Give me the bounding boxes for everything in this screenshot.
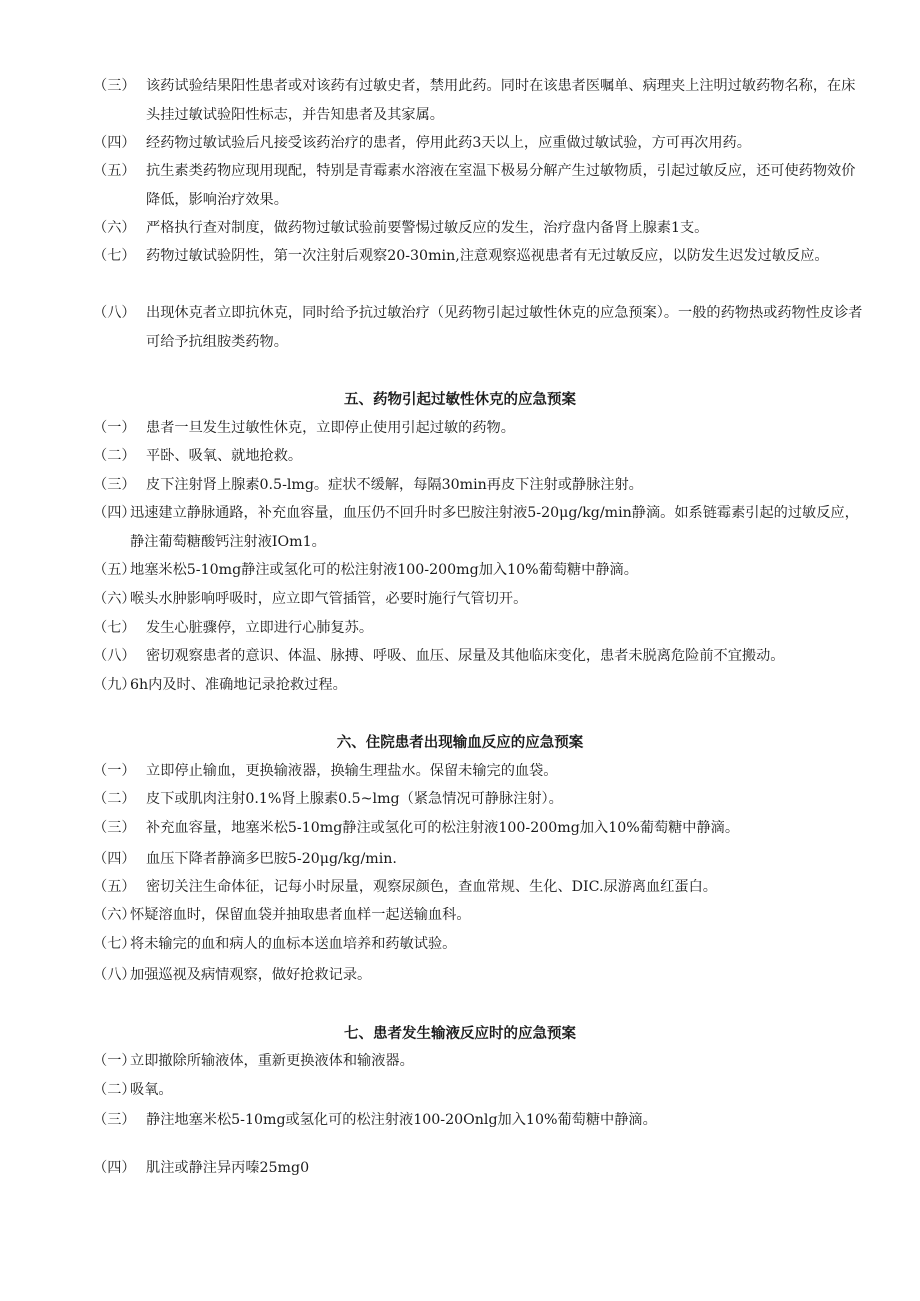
item-text: 迅速建立静脉通路，补充血容量，血压仍不回升时多巴胺注射液5-20μg/kg/min静滴。如系链霉素引起的过敏反应，静注葡萄糖酸钙注射液IOm1。 — [130, 505, 859, 550]
item-text: 加强巡视及病情观察，做好抢救记录。 — [130, 967, 372, 983]
item-number: （五） — [93, 163, 136, 179]
list-item — [93, 901, 868, 930]
list-item — [93, 1047, 868, 1076]
item-number: （四） — [93, 135, 136, 151]
list-item — [93, 1106, 868, 1135]
item-number: （七） — [93, 620, 136, 636]
list-item — [93, 785, 868, 814]
item-text: 吸氧。 — [130, 1082, 173, 1098]
item-text: 皮下或肌肉注射0.1%肾上腺素0.5~lmg（紧急情况可静脉注射）。 — [146, 791, 563, 807]
item-number: （六） — [93, 591, 136, 607]
section-title: 六、住院患者出现输血反应的应急预案 — [336, 735, 584, 751]
item-number: （四） — [93, 851, 136, 867]
list-item — [93, 72, 868, 129]
item-number: （九） — [93, 677, 136, 693]
item-number: （二） — [93, 791, 136, 807]
item-text: 密切关注生命体征，记每小时尿量，观察尿颜色，查血常规、生化、DIC.尿游离血红蛋白。 — [146, 879, 717, 895]
item-number: （八） — [93, 967, 136, 983]
list-item — [93, 757, 868, 786]
item-number: （三） — [93, 78, 136, 94]
item-text: 发生心脏骤停，立即进行心肺复苏。 — [146, 620, 374, 636]
item-text: 静注地塞米松5-10mg或氢化可的松注射液100-20Onlg加入10%葡萄糖中静滴。 — [146, 1112, 657, 1128]
item-number: （三） — [93, 1112, 136, 1128]
list-item — [93, 873, 868, 902]
item-number: （八） — [93, 648, 136, 664]
item-number: （五） — [93, 879, 136, 895]
item-text: 皮下注射肾上腺素0.5-lmg。症状不缓解，每隔30min再皮下注射或静脉注射。 — [146, 477, 643, 493]
list-item — [93, 442, 868, 471]
list-item — [93, 614, 868, 643]
item-text: 平卧、吸氧、就地抢救。 — [146, 448, 303, 464]
list-item — [93, 242, 868, 271]
list-item — [93, 214, 868, 243]
item-number: （一） — [93, 1053, 136, 1069]
list-item — [93, 499, 868, 556]
list-item — [93, 129, 868, 158]
list-item — [93, 471, 868, 500]
item-text: 经药物过敏试验后凡接受该药治疗的患者，停用此药3天以上，应重做过敏试验，方可再次用药。 — [146, 135, 751, 151]
item-number: （一） — [93, 763, 136, 779]
list-item — [93, 930, 868, 959]
item-text: 严格执行查对制度，做药物过敏试验前要警惕过敏反应的发生，治疗盘内备肾上腺素1支。 — [146, 220, 709, 236]
item-number: （二） — [93, 1082, 136, 1098]
item-number: （五） — [93, 562, 136, 578]
item-number: （三） — [93, 820, 136, 836]
item-number: （四） — [93, 505, 136, 521]
item-number: （六） — [93, 907, 136, 923]
list-item — [93, 585, 868, 614]
item-text: 将未输完的血和病人的血标本送血培养和药敏试验。 — [130, 936, 457, 952]
item-text: 立即停止输血，更换输液器，换输生理盐水。保留未输完的血袋。 — [146, 763, 558, 779]
list-item — [93, 845, 868, 874]
item-text: 怀疑溶血时，保留血袋并抽取患者血样一起送输血科。 — [130, 907, 471, 923]
list-item — [93, 414, 868, 443]
item-text: 该药试验结果阳性患者或对该药有过敏史者，禁用此药。同时在该患者医嘱单、病理夹上注明过敏药物名称，在床头挂过敏试验阳性标志，并告知患者及其家属。 — [146, 78, 856, 123]
item-text: 抗生素类药物应现用现配，特别是青霉素水溶液在室温下极易分解产生过敏物质，引起过敏反应，还可使药物效价降低，影响治疗效果。 — [146, 163, 856, 208]
list-item — [93, 642, 868, 671]
list-item — [93, 1076, 868, 1105]
item-number: （六） — [93, 220, 136, 236]
item-text: 补充血容量，地塞米松5-10mg静注或氢化可的松注射液100-200mg加入10%葡萄糖中静滴。 — [146, 820, 740, 836]
item-text: 肌注或静注异丙嗪25mg0 — [146, 1160, 310, 1176]
list-item — [93, 556, 868, 585]
list-item — [93, 1154, 868, 1183]
item-text: 出现休克者立即抗休克，同时给予抗过敏治疗（见药物引起过敏性休克的应急预案）。一般的药物热或药物性皮诊者可给予抗组胺类药物。 — [146, 305, 863, 350]
section-title: 七、患者发生输液反应时的应急预案 — [344, 1026, 576, 1042]
item-number: （七） — [93, 248, 136, 264]
item-number: （八） — [93, 305, 136, 321]
list-item — [93, 814, 868, 843]
list-item — [93, 671, 868, 700]
list-item — [93, 961, 868, 990]
item-number: （四） — [93, 1160, 136, 1176]
item-text: 地塞米松5-10mg静注或氢化可的松注射液100-200mg加入10%葡萄糖中静滴。 — [130, 562, 638, 578]
item-text: 立即撤除所输液体，重新更换液体和输液器。 — [130, 1053, 414, 1069]
item-text: 患者一旦发生过敏性休克，立即停止使用引起过敏的药物。 — [146, 420, 515, 436]
item-text: 药物过敏试验阴性，第一次注射后观察20-30min,注意观察巡视患者有无过敏反应，以防发生迟发过敏反应。 — [146, 248, 829, 264]
item-number: （三） — [93, 477, 136, 493]
list-item — [93, 299, 868, 356]
section-title: 五、药物引起过敏性休克的应急预案 — [344, 392, 576, 408]
list-item — [93, 157, 868, 214]
item-text: 密切观察患者的意识、体温、脉搏、呼吸、血压、尿量及其他临床变化，患者未脱离危险前不宜搬动。 — [146, 648, 785, 664]
item-text: 血压下降者静滴多巴胺5-20μg/kg/min. — [146, 851, 397, 867]
item-number: （七） — [93, 936, 136, 952]
item-text: 6h内及时、准确地记录抢救过程。 — [130, 677, 347, 693]
item-number: （一） — [93, 420, 136, 436]
item-number: （二） — [93, 448, 136, 464]
item-text: 喉头水肿影响呼吸时，应立即气管插管，必要时施行气管切开。 — [130, 591, 528, 607]
